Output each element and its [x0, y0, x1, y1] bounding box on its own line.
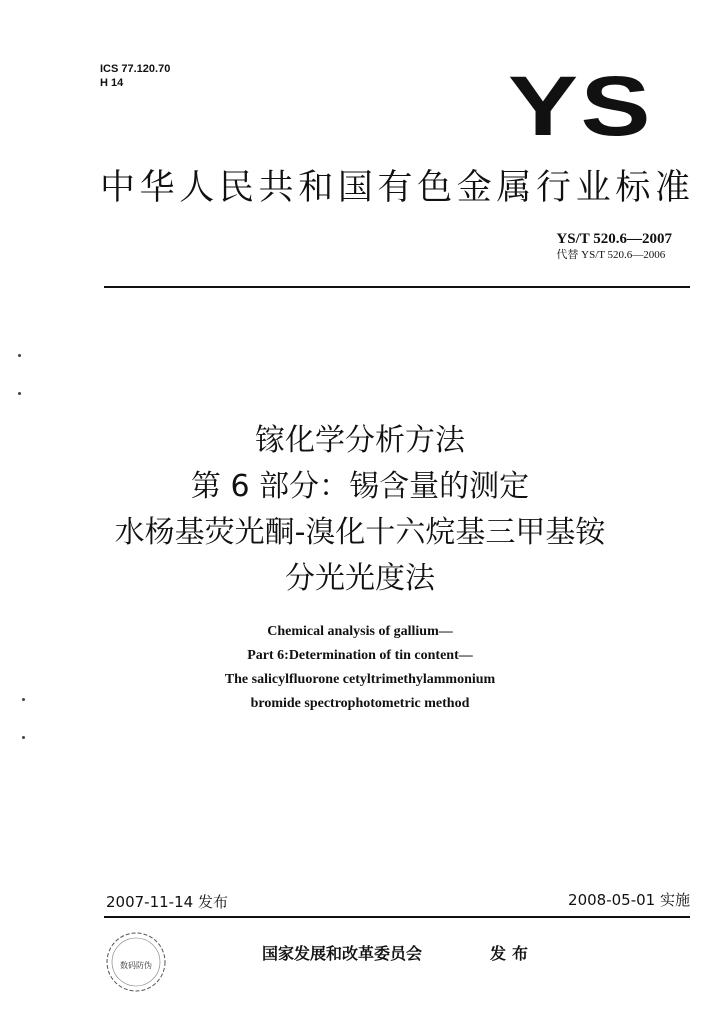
header-divider	[104, 286, 690, 288]
title-zh-line: 第 6 部分：锡含量的测定	[190, 469, 530, 504]
title-zh-line: 镓化学分析方法	[255, 423, 465, 458]
footer-divider	[104, 916, 690, 918]
title-en-line: Chemical analysis of gallium—	[267, 624, 453, 639]
ccs-code: H 14	[100, 77, 124, 89]
classification-codes	[100, 62, 170, 90]
title-en-line: Part 6:Determination of tin content—	[247, 648, 473, 663]
title-en-line: bromide spectrophotometric method	[250, 696, 470, 711]
seal-label: 数码防伪	[120, 961, 152, 970]
issuing-authority: 国家发展和改革委员会	[262, 944, 423, 963]
standard-number-block	[556, 230, 672, 262]
scan-dot	[22, 736, 25, 739]
scan-dot	[18, 392, 21, 395]
replaces-standard: 代替 YS/T 520.6—2006	[556, 249, 666, 261]
scan-dot	[18, 354, 21, 357]
ics-code: ICS 77.120.70	[100, 63, 171, 75]
implement-date: 2008-05-01 实施	[568, 891, 690, 909]
org-title: 中华人民共和国有色金属行业标准	[100, 168, 690, 208]
title-zh-line: 水杨基荧光酮-溴化十六烷基三甲基铵	[114, 515, 606, 550]
chinese-title	[0, 418, 720, 602]
issue-action: 发布	[490, 944, 535, 963]
title-en-line: The salicylfluorone cetyltrimethylammonium	[224, 672, 496, 687]
english-title	[0, 620, 720, 716]
security-seal-icon	[104, 930, 168, 994]
standard-number: YS/T 520.6—2007	[556, 231, 672, 247]
title-zh-line: 分光光度法	[285, 561, 435, 596]
ys-logo: YS	[508, 59, 654, 153]
issue-date: 2007-11-14 发布	[106, 893, 228, 911]
